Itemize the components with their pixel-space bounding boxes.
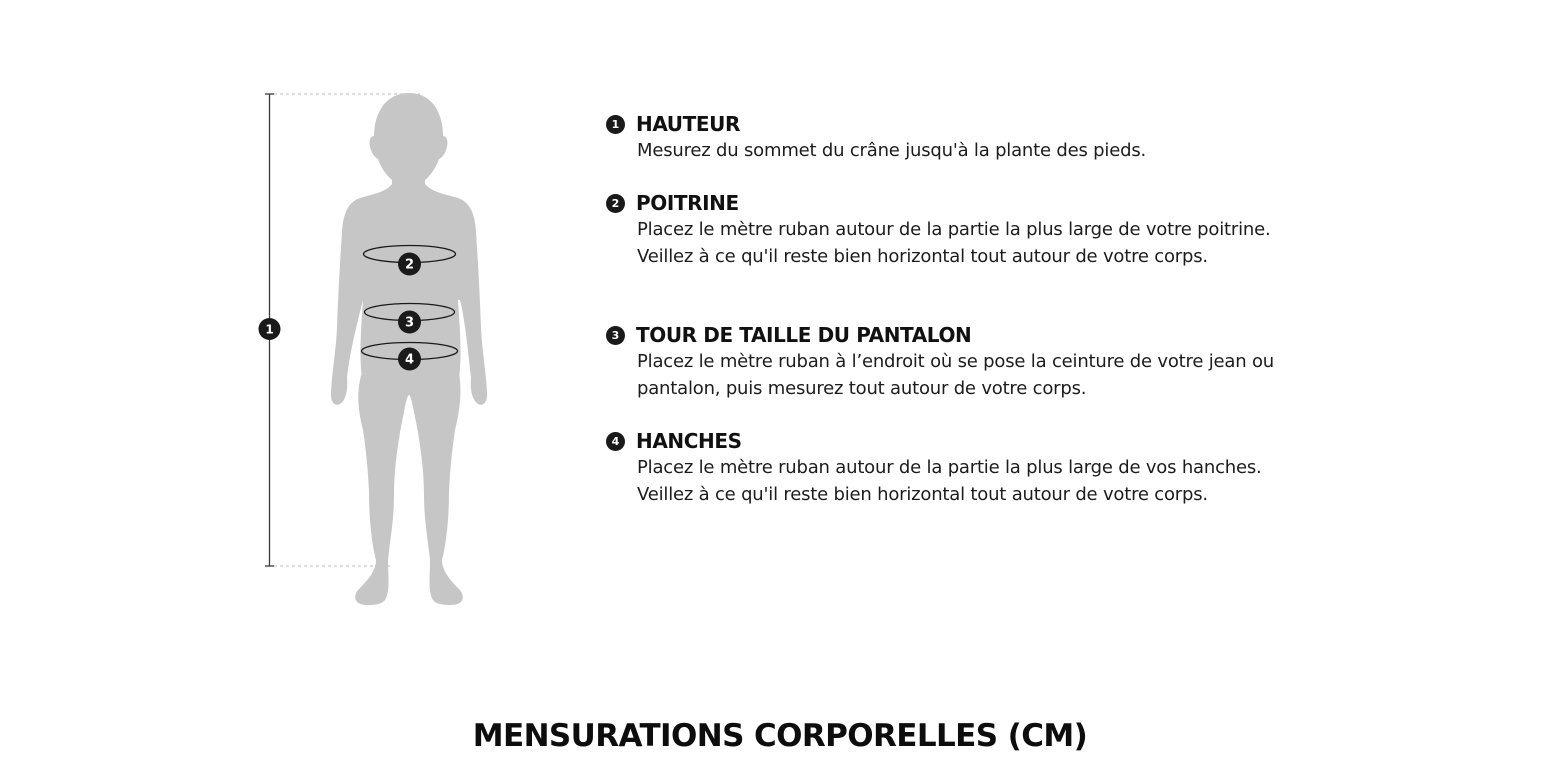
chest-badge: [398, 253, 421, 276]
number-badge: 1: [606, 115, 625, 134]
waist-badge: [398, 311, 421, 334]
svg-text:3: 3: [404, 315, 415, 331]
number-badge: 4: [606, 432, 625, 451]
measure-item-waist: [606, 322, 1306, 402]
measure-item-height: [606, 111, 1306, 165]
svg-text:2: 2: [404, 257, 415, 273]
measure-description: Mesurez du sommet du crâne jusqu'à la plante des pieds.: [637, 140, 1147, 161]
measure-description: Placez le mètre ruban autour de la partie la plus large de vos hanches. Veillez à ce qu'il reste bien horizontal tout autour de votre corps.: [637, 457, 1262, 505]
height-badge: [259, 318, 281, 340]
measure-description: Placez le mètre ruban autour de la partie la plus large de votre poitrine. Veillez à ce qu'il reste bien horizontal tout autour de votre corps.: [637, 219, 1271, 267]
measure-title: HANCHES: [636, 429, 742, 453]
measure-title: HAUTEUR: [636, 112, 740, 136]
page-title: MENSURATIONS CORPORELLES (CM): [472, 718, 1088, 754]
number-badge: 3: [606, 326, 625, 345]
measure-title: POITRINE: [636, 191, 739, 215]
svg-text:4: 4: [404, 352, 415, 368]
hips-badge: [398, 348, 421, 371]
measure-title: TOUR DE TAILLE DU PANTALON: [636, 323, 972, 347]
svg-text:1: 1: [265, 322, 274, 337]
measure-description: Placez le mètre ruban à l’endroit où se pose la ceinture de votre jean ou pantalon, puis mesurez tout autour de votre corps.: [637, 351, 1274, 399]
number-badge: 2: [606, 194, 625, 213]
measure-item-hips: [606, 428, 1306, 508]
measure-item-chest: [606, 190, 1306, 270]
